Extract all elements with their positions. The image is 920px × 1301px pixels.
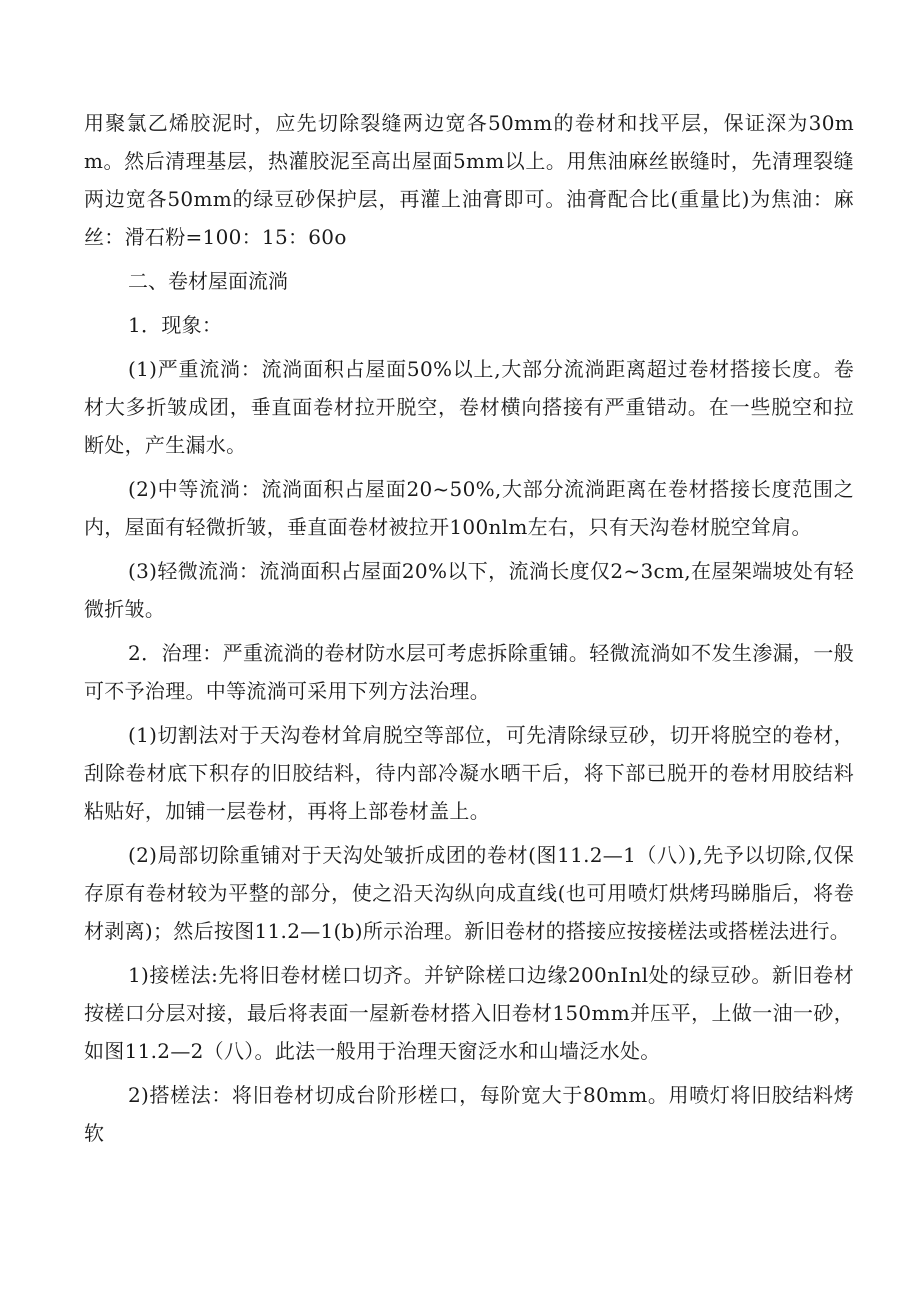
paragraph-cutting-method: (1)切割法对于天沟卷材耸肩脱空等部位，可先清除绿豆砂，切开将脱空的卷材，刮除卷材底下积存的旧胶结料，待内部冷凝水晒干后，将下部已脱开的卷材用胶结料粘贴好，加铺一层卷材，再将上部卷材盖上。 [84,723,854,823]
section-heading-roof-flow: 二、卷材屋面流淌 [128,269,288,293]
paragraph-severe-flow: (1)严重流淌：流淌面积占屋面50%以上,大部分流淌距离超过卷材搭接长度。卷材大多折皱成团，垂直面卷材拉开脱空，卷材横向搭接有严重错动。在一些脱空和拉断处，产生漏水。 [84,357,854,457]
paragraph-slight-flow: (3)轻微流淌：流淌面积占屋面20%以下，流淌长度仅2~3cm,在屋架端坡处有轻微折皱。 [84,559,854,621]
subheading-phenomenon: 1．现象： [128,313,223,337]
paragraph-lap-joint-method: 2)搭槎法：将旧卷材切成台阶形槎口，每阶宽大于80mm。用喷灯将旧胶结料烤软 [84,1083,854,1145]
paragraph-butt-joint-method: 1)接槎法:先将旧卷材槎口切齐。并铲除槎口边缘200nInl处的绿豆砂。新旧卷材按槎口分层对接，最后将表面一屋新卷材搭入旧卷材150mm并压平，上做一油一砂，如图11.2—2（八）。此法一般用于治理天窗泛水和山墙泛水处。 [84,963,854,1063]
document-body [84,104,854,1158]
paragraph-partial-removal: (2)局部切除重铺对于天沟处皱折成团的卷材(图11.2—1（八）),先予以切除,仅保存原有卷材较为平整的部分，使之沿天沟纵向成直线(也可用喷灯烘烤玛睇脂后，将卷材剥离)；然后按图11.2—1(b)所示治理。新旧卷材的搭接应按接槎法或搭槎法进行。 [84,843,854,943]
paragraph-moderate-flow: (2)中等流淌：流淌面积占屋面20~50%,大部分流淌距离在卷材搭接长度范围之内，屋面有轻微折皱，垂直面卷材被拉开100nlm左右，只有天沟卷材脱空耸肩。 [84,477,854,539]
paragraph-treatment: 2．治理：严重流淌的卷材防水层可考虑拆除重铺。轻微流淌如不发生渗漏，一般可不予治理。中等流淌可采用下列方法治理。 [84,641,854,703]
paragraph-crack-repair-method: 用聚氯乙烯胶泥时，应先切除裂缝两边宽各50mm的卷材和找平层，保证深为30mm。然后清理基层，热灌胶泥至高出屋面5mm以上。用焦油麻丝嵌缝时，先清理裂缝两边宽各50mm的绿豆砂保护层，再灌上油膏即可。油膏配合比(重量比)为焦油：麻丝：滑石粉=100：15：60o [84,111,854,249]
